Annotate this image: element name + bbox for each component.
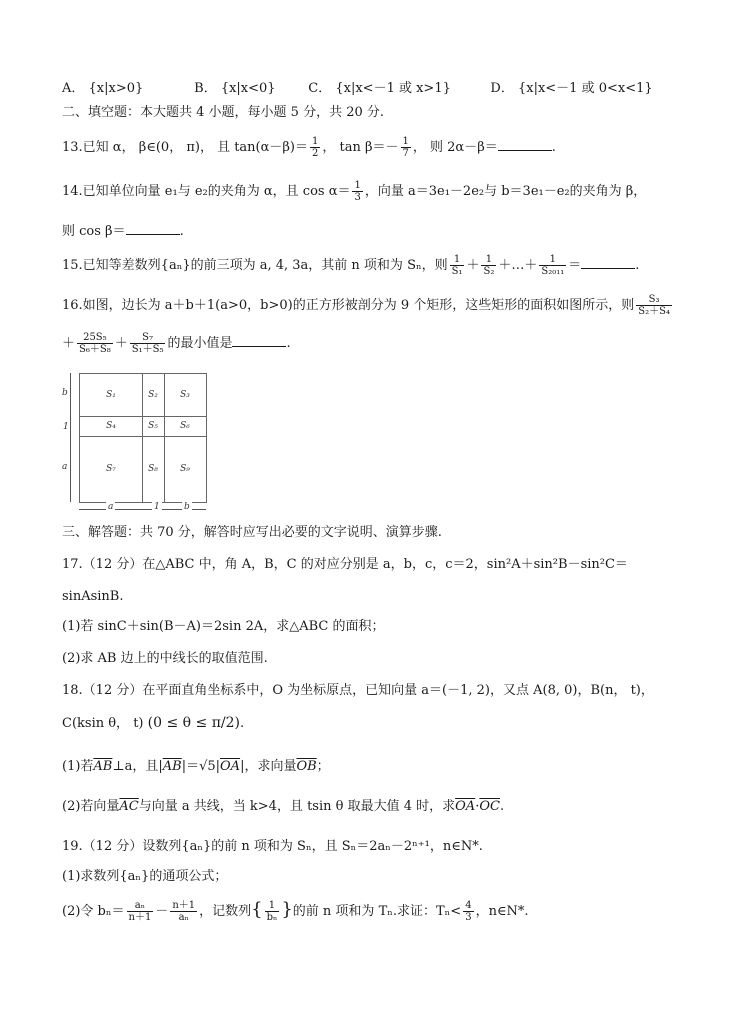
q13-post: ， 则 2α－β＝: [412, 140, 498, 155]
q14-frac: $\frac{1}{3}$: [354, 180, 361, 203]
q15-text: 15.已知等差数列{aₙ}的前三项为 a, 4, 3a，其前 n 项和为 Sₙ，则: [62, 258, 448, 273]
option-d: D． {x|x<－1 或 0<x<1}: [490, 81, 653, 96]
cell-s4: S₄: [106, 421, 116, 431]
partition-grid: [79, 373, 207, 503]
dim-bottom-b: b: [184, 502, 190, 512]
question-18: 18.（12 分）在平面直角坐标系中，O 为坐标原点，已知向量 a＝(－1, 2)，又点 A(8, 0)，B(n， t)，: [62, 683, 654, 698]
question-15: 15.已知等差数列{aₙ}的前三项为 a, 4, 3a，其前 n 项和为 Sₙ，则 $\frac{1}{\text{S₁}}$ ＋ $\frac{1}{\text{S₂}}$ ＋…＋ $\frac{1}{\text{S₂₀₁₁}}$ ＝ .: [62, 254, 640, 277]
q16-text: 16.如图，边长为 a＋b＋1(a>0，b>0)的正方形被剖分为 9 个矩形，这些矩形的面积如图所示，则: [62, 298, 635, 313]
answer-options: [62, 80, 653, 98]
cell-s5: S₅: [148, 421, 158, 431]
left-dimension-line: [70, 373, 71, 502]
q13-frac1: $\frac{1}{2}$: [312, 136, 319, 159]
q16-post: 的最小值是: [167, 336, 233, 351]
question-17: 17.（12 分）在△ABC 中，角 A，B，C 的对应分别是 a，b，c，c＝2，sin²A＋sin²B－sin²C＝: [62, 557, 628, 572]
q14-line2: 则 cos β＝: [62, 224, 126, 239]
dim-left-b: b: [62, 388, 68, 398]
option-c: C． {x|x<－1 或 x>1}: [308, 81, 451, 96]
question-14-line2: 则 cos β＝ .: [62, 224, 184, 239]
q13-text: 13.已知 α， β∈(0， π)， 且 tan(α－β)＝: [62, 140, 308, 155]
section-2-heading: 二、填空题：本大题共 4 小题，每小题 5 分，共 20 分.: [62, 105, 385, 120]
option-a: A． {x|x>0}: [62, 81, 144, 96]
dim-bottom-a: a: [108, 502, 114, 512]
q15-term3: $\frac{1}{\text{S₂₀₁₁}}$: [541, 254, 565, 277]
question-19: 19.（12 分）设数列{aₙ}的前 n 项和为 Sₙ，且 Sₙ＝2aₙ－2ⁿ⁺¹，n∈N*.: [62, 839, 483, 854]
q14-text: 14.已知单位向量 e₁与 e₂的夹角为 α，且 cos α＝: [62, 184, 351, 199]
cell-s2: S₂: [148, 390, 158, 400]
dim-left-a: a: [62, 462, 68, 472]
q16-frac1: $\frac{\text{S₃}}{\text{S₂＋S₄}}$: [638, 294, 670, 317]
cell-s8: S₈: [148, 464, 158, 474]
cell-s3: S₃: [180, 390, 190, 400]
cell-s7: S₇: [106, 464, 116, 474]
option-b: B． {x|x<0}: [194, 81, 276, 96]
q19-frac4: $\frac{4}{3}$: [465, 900, 472, 923]
q15-term2: $\frac{1}{\text{S₂}}$: [483, 254, 495, 277]
q16-answer-blank: [232, 334, 286, 347]
question-16: [62, 294, 674, 317]
question-18-line2: C(ksin θ， t) (0 ≤ θ ≤ π/2).: [62, 715, 245, 731]
question-16-line2: ＋ $\frac{\text{25S₅}}{\text{S₆＋S₈}}$ ＋ $\frac{\text{S₇}}{\text{S₁＋S₅}}$ 的最小值是 .: [62, 332, 291, 355]
q15-answer-blank: [581, 256, 635, 269]
question-18-part1: (1)若$\overline{AB}\perp a$，且$|\overline{AB}|=√5|\overline{OA}|$，求向量$\overline{OB}$；: [62, 759, 330, 774]
q13-mid: ， tan β＝－: [322, 140, 399, 155]
dim-left-1: 1: [63, 422, 69, 432]
q19-frac2: $\frac{n+1}{\text{aₙ}}$: [172, 900, 196, 923]
q15-term1: $\frac{1}{\text{S₁}}$: [451, 254, 463, 277]
q16-frac2: $\frac{\text{25S₅}}{\text{S₆＋S₈}}$: [79, 332, 111, 355]
question-19-part1: (1)求数列{aₙ}的通项公式；: [62, 869, 228, 884]
question-13: 13.已知 α， β∈(0， π)， 且 tan(α－β)＝ $\frac{1}{2}$ ， tan β＝－ $\frac{1}{7}$ ， 则 2α－β＝ .: [62, 136, 556, 159]
question-17-line2: sinAsinB.: [62, 589, 124, 604]
q13-frac2: $\frac{1}{7}$: [402, 136, 409, 159]
question-19-part2: (2)令 bₙ＝ $\frac{\text{aₙ}}{n+1}$ － $\frac{n+1}{\text{aₙ}}$ ，记数列{ $\frac{1}{\text{bₙ}}$ }的前 n 项和为 Tₙ.求证：Tₙ< $\frac{4}{3}$ ，n∈N*.: [62, 899, 529, 923]
q19-frac3: $\frac{1}{\text{bₙ}}$: [266, 900, 278, 923]
dim-bottom-1: 1: [154, 502, 160, 512]
cell-s6: S₆: [180, 421, 190, 431]
q13-answer-blank: [498, 138, 552, 151]
question-14: [62, 180, 646, 203]
q14-post: ，向量 a＝3e₁－2e₂与 b＝3e₁－e₂的夹角为 β，: [364, 184, 647, 199]
cell-s1: S₁: [106, 390, 116, 400]
question-18-part2: (2)若向量$\overline{AC}$与向量 a 共线，当 k>4，且 tsin θ 取最大值 4 时，求$\overline{OA}\cdot\overline{OC}$.: [62, 799, 505, 814]
question-17-part2: (2)求 AB 边上的中线长的取值范围.: [62, 651, 268, 666]
q16-frac3: $\frac{\text{S₇}}{\text{S₁＋S₅}}$: [131, 332, 164, 355]
cell-s9: S₉: [180, 464, 190, 474]
section-3-heading: 三、解答题：共 70 分，解答时应写出必要的文字说明、演算步骤.: [62, 525, 442, 540]
q19-frac1: $\frac{\text{aₙ}}{n+1}$: [128, 900, 152, 923]
square-partition-figure: [62, 366, 212, 516]
q14-answer-blank: [126, 222, 180, 235]
question-17-part1: (1)若 sinC＋sin(B－A)＝2sin 2A，求△ABC 的面积；: [62, 619, 385, 634]
